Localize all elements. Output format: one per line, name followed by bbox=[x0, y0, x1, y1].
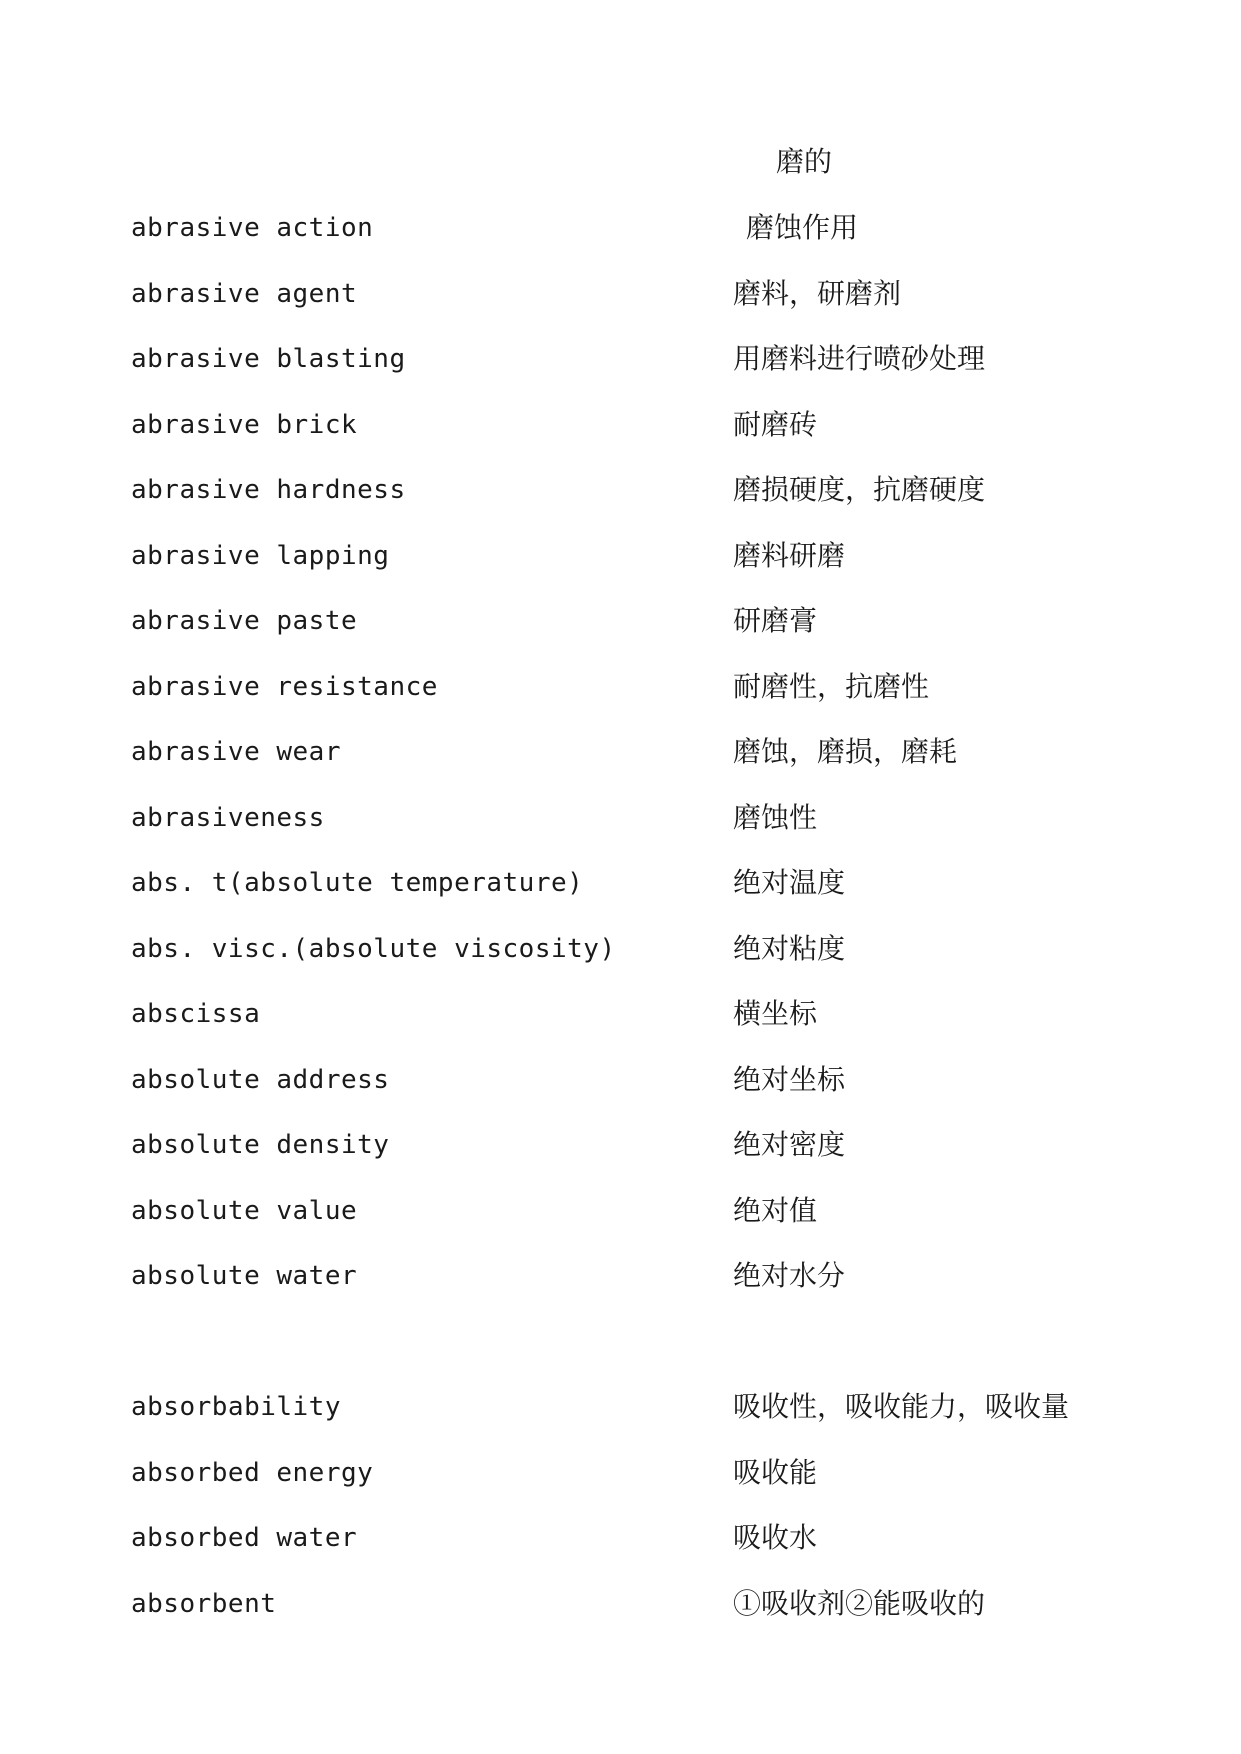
entry-meaning: 耐磨性，抗磨性 bbox=[733, 669, 930, 703]
glossary-entry bbox=[0, 1453, 1241, 1519]
glossary-entry bbox=[0, 601, 1241, 667]
entry-meaning: 磨料，研磨剂 bbox=[733, 276, 902, 310]
glossary-entry bbox=[0, 536, 1241, 602]
entry-meaning: 绝对粘度 bbox=[733, 931, 846, 965]
glossary-entry bbox=[0, 208, 1241, 274]
glossary-entry bbox=[0, 798, 1241, 864]
entry-term: absolute density bbox=[131, 1130, 390, 1160]
glossary-entry bbox=[0, 1060, 1241, 1126]
entry-meaning: 绝对坐标 bbox=[733, 1062, 846, 1096]
glossary-entry bbox=[0, 929, 1241, 995]
entry-term: abs. visc.(absolute viscosity) bbox=[131, 933, 616, 964]
entry-term: abrasive action bbox=[131, 213, 374, 243]
entry-meaning: 吸收性，吸收能力，吸收量 bbox=[733, 1390, 1070, 1423]
entry-meaning: 绝对值 bbox=[733, 1193, 818, 1227]
glossary-entry bbox=[0, 667, 1241, 733]
glossary-entry bbox=[0, 1256, 1241, 1387]
heading-meaning: 磨的 bbox=[776, 145, 833, 178]
entry-meaning: 研磨膏 bbox=[733, 604, 818, 637]
entry-meaning: 磨料研磨 bbox=[733, 538, 846, 572]
entry-term: abrasiveness bbox=[131, 802, 325, 833]
entry-term: absolute address bbox=[131, 1064, 390, 1095]
entry-term: absolute value bbox=[131, 1195, 358, 1226]
entry-term: absorbed energy bbox=[131, 1457, 374, 1488]
entry-meaning: 吸收水 bbox=[733, 1521, 818, 1554]
entry-meaning: 吸收能 bbox=[733, 1455, 818, 1489]
entry-term: absorbent bbox=[131, 1588, 277, 1619]
glossary-entry bbox=[0, 339, 1241, 405]
glossary-entry bbox=[0, 732, 1241, 798]
entry-term: abrasive resistance bbox=[131, 671, 438, 702]
entry-meaning: 横坐标 bbox=[733, 997, 818, 1030]
entry-term: abrasive blasting bbox=[131, 344, 406, 374]
glossary-entry bbox=[0, 274, 1241, 340]
glossary-entry bbox=[0, 994, 1241, 1060]
entry-term: abrasive brick bbox=[131, 409, 358, 440]
entry-meaning: 用磨料进行喷砂处理 bbox=[733, 342, 986, 375]
glossary-entry bbox=[0, 405, 1241, 471]
entry-meaning: 耐磨砖 bbox=[733, 407, 818, 441]
glossary-entry bbox=[0, 863, 1241, 929]
entry-meaning: ①吸收剂②能吸收的 bbox=[733, 1586, 986, 1620]
entry-term: abrasive agent bbox=[131, 278, 358, 309]
glossary-entry bbox=[0, 1518, 1241, 1584]
entry-meaning: 磨蚀，磨损，磨耗 bbox=[733, 735, 958, 768]
entry-term: abscissa bbox=[131, 999, 261, 1029]
entry-term: abrasive lapping bbox=[131, 540, 390, 571]
glossary-entry bbox=[0, 1191, 1241, 1257]
entry-term: abs. t(absolute temperature) bbox=[131, 868, 584, 898]
entry-meaning: 磨蚀作用 bbox=[746, 211, 859, 244]
entry-term: abrasive wear bbox=[131, 737, 341, 767]
glossary-entry bbox=[0, 1584, 1241, 1650]
glossary-list bbox=[0, 208, 1241, 1649]
glossary-entry bbox=[0, 1387, 1241, 1453]
entry-term: absorbed water bbox=[131, 1523, 358, 1553]
entry-term: absorbability bbox=[131, 1392, 341, 1422]
entry-term: abrasive paste bbox=[131, 606, 358, 636]
entry-meaning: 绝对密度 bbox=[733, 1128, 846, 1161]
entry-meaning: 绝对水分 bbox=[733, 1259, 846, 1292]
entry-term: abrasive hardness bbox=[131, 475, 406, 505]
glossary-entry bbox=[0, 470, 1241, 536]
entry-meaning: 磨蚀性 bbox=[733, 800, 818, 834]
glossary-entry bbox=[0, 1125, 1241, 1191]
entry-term: absolute water bbox=[131, 1261, 358, 1291]
entry-meaning: 磨损硬度，抗磨硬度 bbox=[733, 473, 986, 506]
entry-meaning: 绝对温度 bbox=[733, 866, 846, 899]
